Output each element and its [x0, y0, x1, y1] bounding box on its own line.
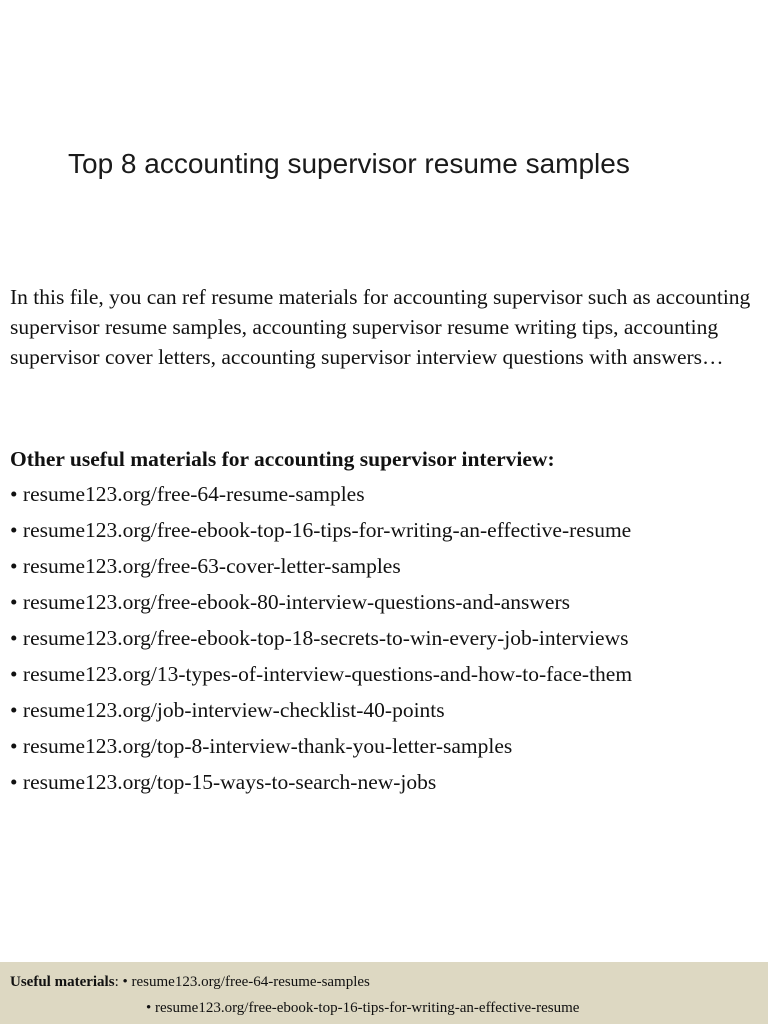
footer-link[interactable]: resume123.org/free-ebook-top-16-tips-for-writing-an-effective-resume [155, 1000, 580, 1016]
list-item [10, 548, 766, 584]
resource-link[interactable]: resume123.org/top-8-interview-thank-you-letter-samples [22, 734, 513, 758]
intro-paragraph: In this file, you can ref resume materials for accounting supervisor such as accounting supervisor resume samples, accounting supervisor resume writing tips, accounting supervisor cover letters, accounting supervisor interview questions with answers… [10, 285, 751, 369]
resource-link[interactable]: resume123.org/free-63-cover-letter-samples [22, 554, 401, 578]
bullet: • [146, 1000, 152, 1016]
resource-link[interactable]: resume123.org/top-15-ways-to-search-new-jobs [22, 770, 437, 794]
bullet: • [10, 482, 18, 506]
footer-bar [0, 962, 768, 1024]
footer-link[interactable]: resume123.org/free-64-resume-samples [131, 974, 370, 990]
bullet: • [10, 770, 18, 794]
resource-link[interactable]: resume123.org/free-64-resume-samples [22, 482, 365, 506]
bullet: • [122, 974, 128, 990]
bullet: • [10, 662, 18, 686]
resource-link[interactable]: resume123.org/free-ebook-top-16-tips-for-writing-an-effective-resume [22, 518, 632, 542]
list-item [10, 656, 766, 692]
bullet: • [10, 590, 18, 614]
bullet: • [10, 626, 18, 650]
bullet: • [10, 554, 18, 578]
footer-row [10, 972, 370, 992]
list-item [10, 584, 766, 620]
footer-row [146, 998, 579, 1018]
list-item [10, 764, 766, 800]
resource-link[interactable]: resume123.org/job-interview-checklist-40-points [22, 698, 445, 722]
list-item [10, 692, 766, 728]
resource-link[interactable]: resume123.org/13-types-of-interview-questions-and-how-to-face-them [22, 662, 633, 686]
footer-label: Useful materials [10, 974, 115, 990]
bullet: • [10, 698, 18, 722]
list-item [10, 728, 766, 764]
bullet: • [10, 518, 18, 542]
bullet: • [10, 734, 18, 758]
resource-link[interactable]: resume123.org/free-ebook-80-interview-questions-and-answers [22, 590, 570, 614]
list-item [10, 476, 766, 512]
page-title: Top 8 accounting supervisor resume samples [68, 148, 630, 179]
list-item [10, 620, 766, 656]
resource-link[interactable]: resume123.org/free-ebook-top-18-secrets-to-win-every-job-interviews [22, 626, 629, 650]
footer-separator: : [114, 974, 123, 990]
materials-heading: Other useful materials for accounting supervisor interview: [10, 447, 555, 471]
list-item [10, 512, 766, 548]
materials-section [10, 444, 766, 800]
materials-link-list [10, 476, 766, 800]
